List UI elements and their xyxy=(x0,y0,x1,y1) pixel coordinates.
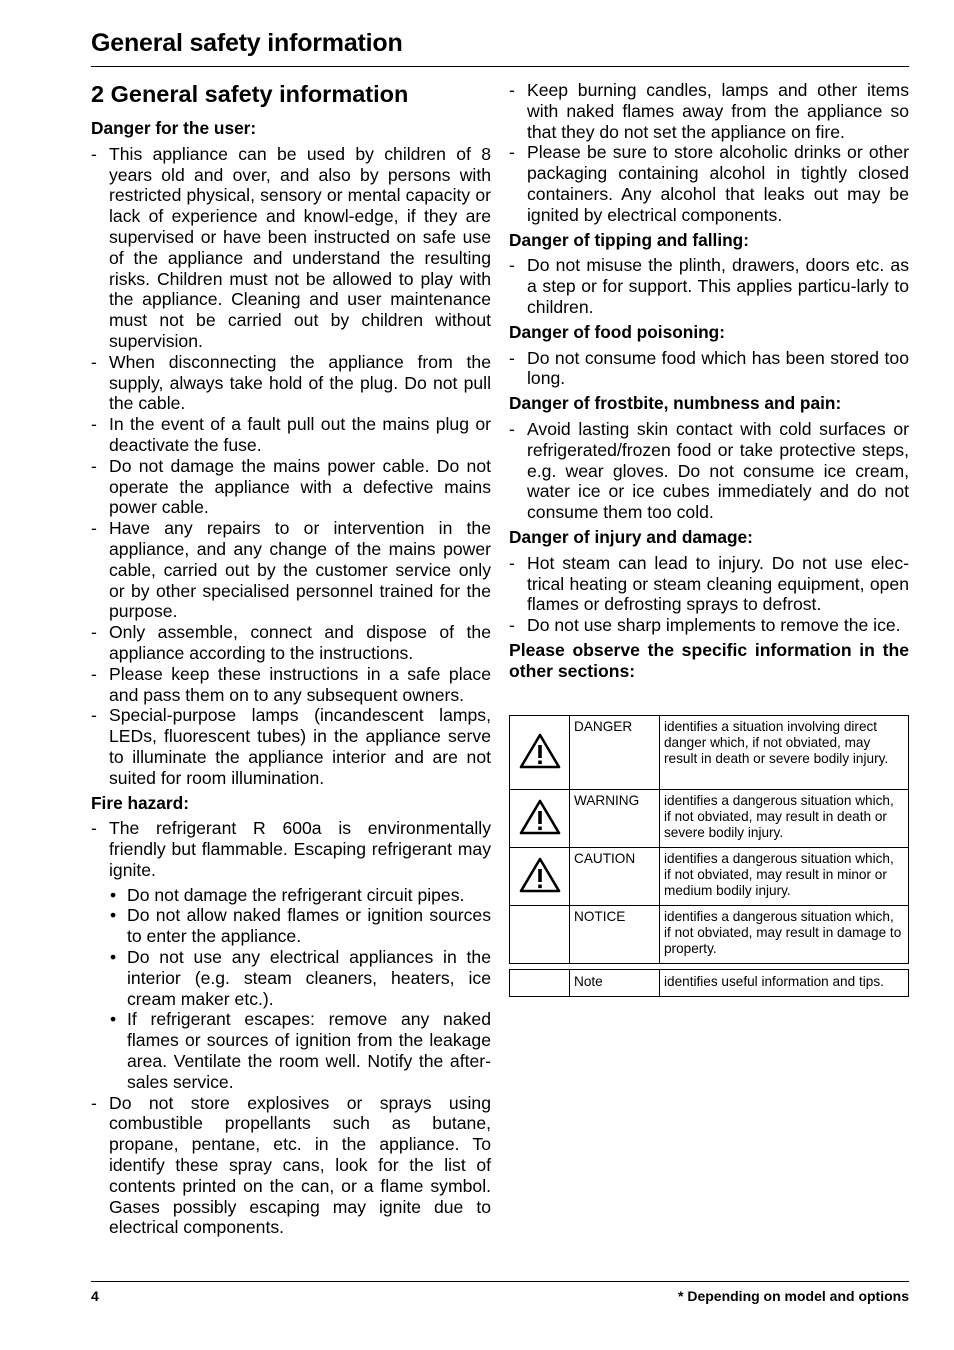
left-column xyxy=(91,80,491,1238)
list-item: - In the event of a fault pull out the mains plug or deactivate the fuse. xyxy=(91,414,491,456)
list-item: - Do not consume food which has been stored too long. xyxy=(509,348,909,390)
tipping-list xyxy=(509,255,909,317)
page-header-title: General safety information xyxy=(91,29,403,57)
food-poisoning-list xyxy=(509,348,909,390)
list-item: - Do not use sharp implements to remove the ice. xyxy=(509,615,909,636)
fire-hazard-continued-list xyxy=(509,80,909,226)
injury-list xyxy=(509,553,909,636)
signal-word: DANGER xyxy=(570,716,660,790)
list-item: - Keep burning candles, lamps and other items with naked flames away from the appliance so that they do not set the appliance on fire. xyxy=(509,80,909,142)
page-number: 4 xyxy=(91,1288,99,1304)
table-row xyxy=(510,906,909,964)
list-item: - Please be sure to store alcoholic drinks or other packaging containing alcohol in tightly closed containers. Any alcohol that leaks out may be ignited by electrical components. xyxy=(509,142,909,225)
bullet-item: • Do not use any electrical appliances in the interior (e.g. steam cleaners, heaters, ice cream maker etc.). xyxy=(109,947,491,1009)
signal-description: identifies a dangerous situation which, if not obviated, may result in minor or medium bodily injury. xyxy=(660,848,909,906)
signal-word: WARNING xyxy=(570,790,660,848)
bullet-item: • Do not damage the refrigerant circuit pipes. xyxy=(109,885,491,906)
frostbite-heading: Danger of frostbite, numbness and pain: xyxy=(509,393,842,414)
signal-description: identifies a situation involving direct danger which, if not obviated, may result in death or severe bodily injury. xyxy=(660,716,909,790)
list-item: - Hot steam can lead to injury. Do not use elec-trical heating or steam cleaning equipment, open flames or defrosting sprays to defrost. xyxy=(509,553,909,615)
list-item: - Please keep these instructions in a safe place and pass them on to any subsequent owners. xyxy=(91,664,491,706)
list-item: - Do not damage the mains power cable. Do not operate the appliance with a defective mains power cable. xyxy=(91,456,491,518)
injury-heading: Danger of injury and damage: xyxy=(509,526,753,547)
list-item: - Do not store explosives or sprays using combustible propellants such as butane, propane, pentane, etc. in the appliance. To identify these spray cans, look for the list of contents printed on the can, or a flame symbol. Gases possibly escaping may ignite due to electrical components. xyxy=(91,1093,491,1239)
table-row xyxy=(510,716,909,790)
warning-triangle-icon xyxy=(519,881,561,896)
table-row xyxy=(510,848,909,906)
footer-note: * Depending on model and options xyxy=(678,1288,909,1304)
symbol-cell xyxy=(510,848,570,906)
list-item: - This appliance can be used by children of 8 years old and over, and also by persons with restricted physical, sensory or mental capacity or lack of experience and knowl-edge, if they are supervised or have been instructed on safe use of the appliance and understand the resulting risks. Children must not be allowed to play with the appliance. Cleaning and user maintenance must not be carried out by children without supervision. xyxy=(91,144,491,352)
danger-user-heading: Danger for the user: xyxy=(91,118,257,138)
warning-triangle-icon xyxy=(519,757,561,772)
header-divider xyxy=(91,66,909,67)
observe-note: Please observe the specific information in the other sections: xyxy=(509,639,909,681)
footer-divider xyxy=(91,1281,909,1282)
section-title: 2 General safety information xyxy=(91,81,409,107)
symbol-cell xyxy=(510,790,570,848)
symbol-cell xyxy=(510,716,570,790)
signal-description: identifies a dangerous situation which, if not obviated, may result in death or severe bodily injury. xyxy=(660,790,909,848)
table-row xyxy=(510,790,909,848)
frostbite-list xyxy=(509,419,909,523)
signal-description: identifies a dangerous situation which, if not obviated, may result in damage to property. xyxy=(660,906,909,964)
signal-word: CAUTION xyxy=(570,848,660,906)
tipping-heading: Danger of tipping and falling: xyxy=(509,229,749,250)
symbol-cell xyxy=(510,970,570,997)
bullet-item: • If refrigerant escapes: remove any naked flames or sources of ignition from the leakage area. Ventilate the room well. Notify the after-sales service. xyxy=(109,1009,491,1092)
fire-bullet-list xyxy=(109,885,491,1093)
bullet-item: • Do not allow naked flames or ignition sources to enter the appliance. xyxy=(109,905,491,947)
list-item: - Do not misuse the plinth, drawers, doors etc. as a step or for support. This applies particu-larly to children. xyxy=(509,255,909,317)
signal-word: NOTICE xyxy=(570,906,660,964)
table-row xyxy=(510,970,909,997)
list-item xyxy=(91,818,491,1092)
warning-triangle-icon xyxy=(519,823,561,838)
list-item: - Only assemble, connect and dispose of the appliance according to the instructions. xyxy=(91,622,491,664)
signal-word-table xyxy=(509,715,909,964)
symbol-cell xyxy=(510,906,570,964)
food-poisoning-heading: Danger of food poisoning: xyxy=(509,321,725,342)
danger-user-list xyxy=(91,144,491,789)
signal-word: Note xyxy=(570,970,660,997)
list-item-text: The refrigerant R 600a is environmentally friendly but flammable. Escaping refrigerant may ignite. xyxy=(109,818,491,880)
note-table xyxy=(509,969,909,997)
fire-hazard-list xyxy=(91,818,491,1238)
list-item: - Avoid lasting skin contact with cold surfaces or refrigerated/frozen food or take protective steps, e.g. wear gloves. Do not consume ice cream, water ice or ice cubes immediately and do not consume them too cold. xyxy=(509,419,909,523)
fire-hazard-heading: Fire hazard: xyxy=(91,792,189,813)
signal-description: identifies useful information and tips. xyxy=(660,970,909,997)
list-item: - Have any repairs to or intervention in the appliance, and any change of the mains power cable, carried out by the customer service only or by other specialised personnel trained for the purpose. xyxy=(91,518,491,622)
list-item: - Special-purpose lamps (incandescent lamps, LEDs, fluorescent tubes) in the appliance serve to illuminate the appliance interior and are not suited for room illumination. xyxy=(91,705,491,788)
list-item: - When disconnecting the appliance from the supply, always take hold of the plug. Do not pull the cable. xyxy=(91,352,491,414)
right-column xyxy=(509,80,909,682)
